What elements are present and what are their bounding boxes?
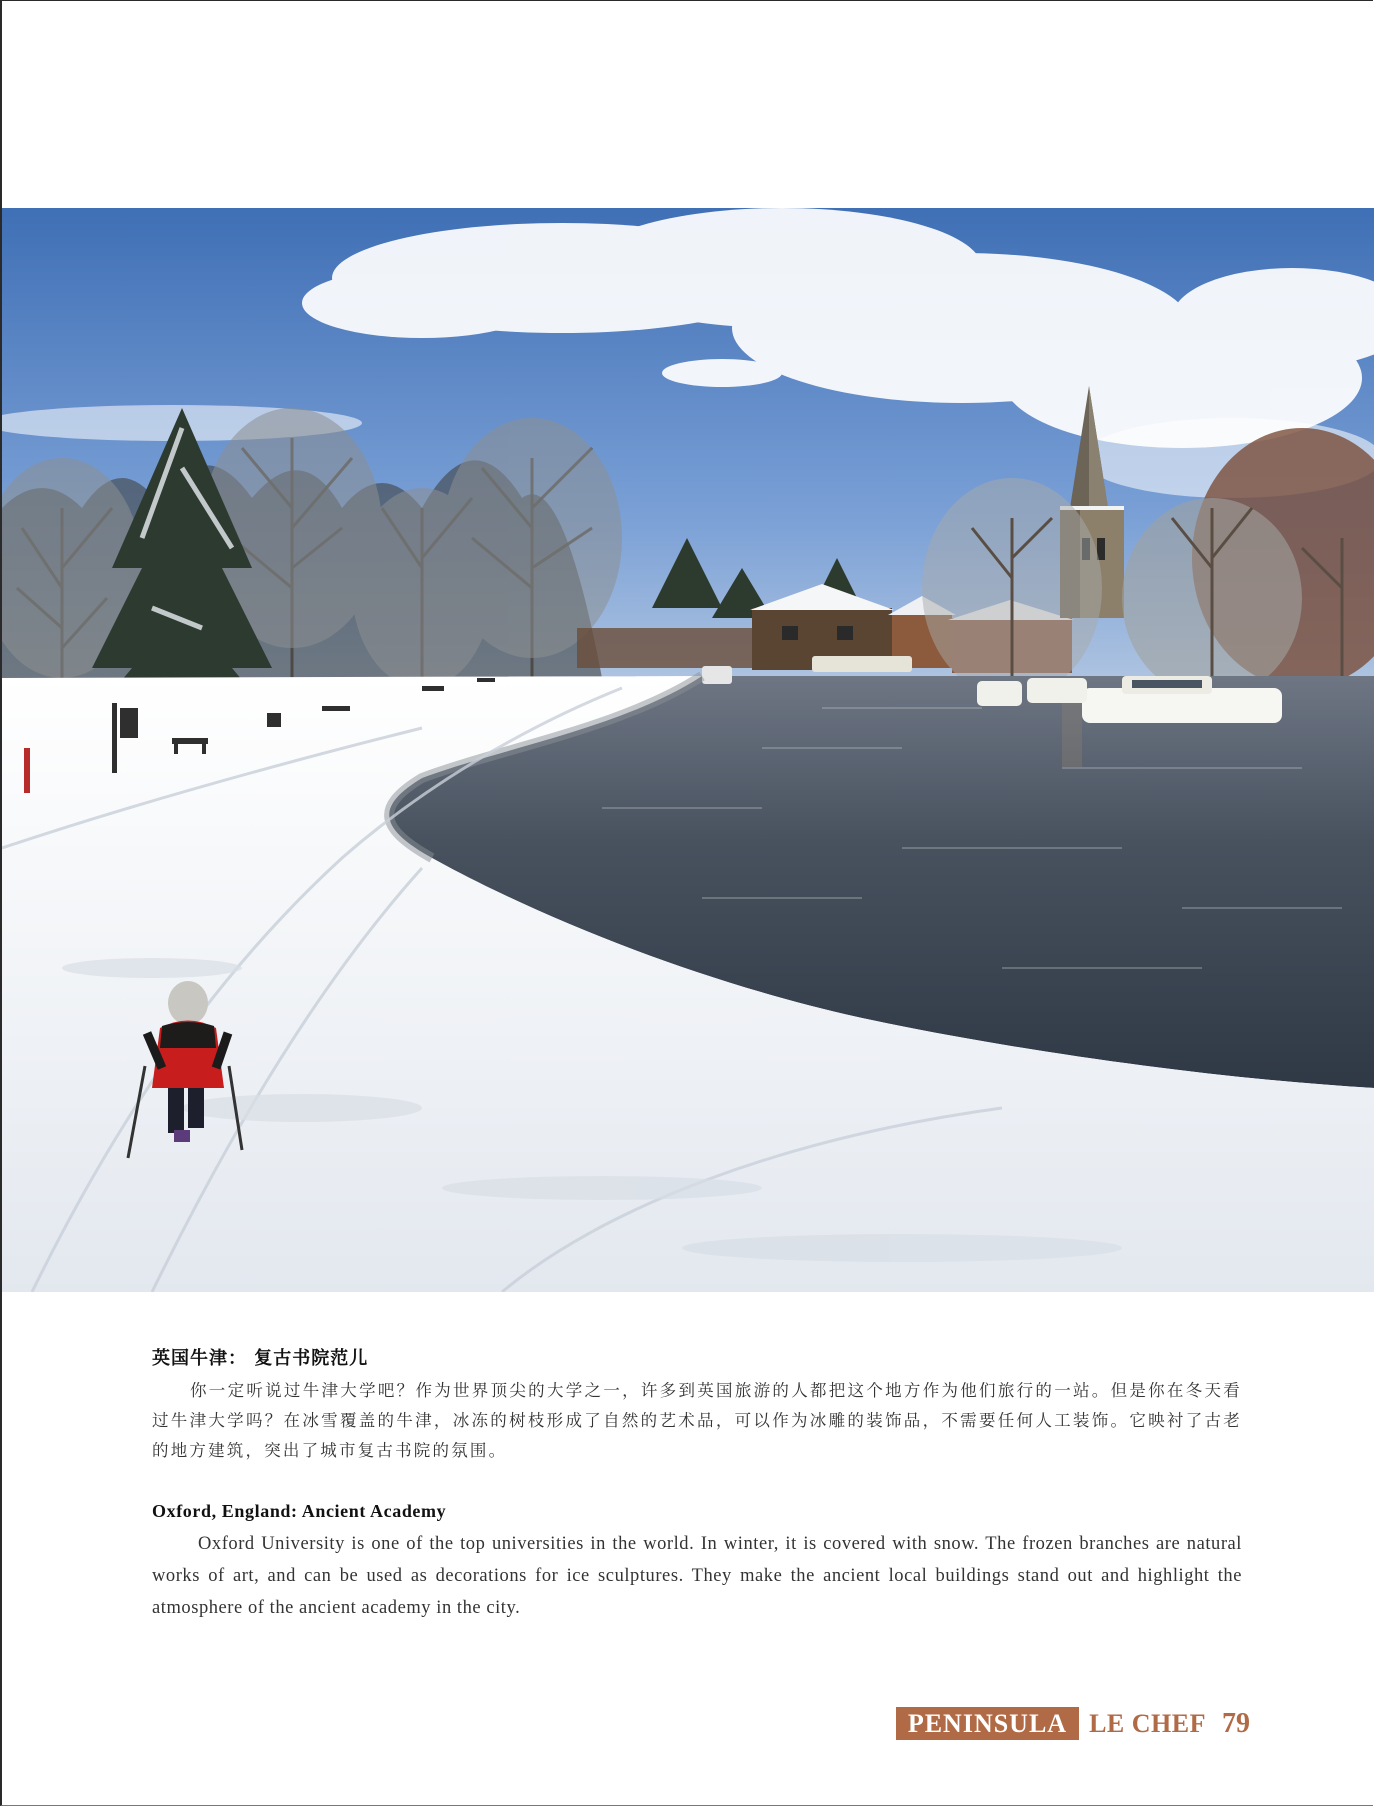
article-body-chinese: 你一定听说过牛津大学吧？作为世界顶尖的大学之一，许多到英国旅游的人都把这个地方作为他们旅行的一站。但是你在冬天看过牛津大学吗？在冰雪覆盖的牛津，冰冻的树枝形成了自然的艺术品，可以作为冰雕的装饰品，不需要任何人工装饰。它映衬了古老的地方建筑，突出了城市复古书院的氛围。 — [152, 1381, 1242, 1460]
article-title-english: Oxford, England: Ancient Academy — [152, 1501, 447, 1521]
page-number: 79 — [1222, 1707, 1250, 1739]
article-title-chinese: 英国牛津： 复古书院范儿 — [152, 1348, 369, 1369]
page-footer — [896, 1707, 1250, 1740]
magazine-section: LE CHEF — [1089, 1708, 1206, 1738]
article-body-english: Oxford University is one of the top universities in the world. In winter, it is covered with snow. The frozen branches are natural works of art, and can be used as decorations for ice sculptures. They make the ancient local buildings stand out and highlight the atmosphere of the ancient academy in the city. — [152, 1534, 1242, 1618]
magazine-name: PENINSULA — [896, 1707, 1079, 1740]
cover-photo — [2, 208, 1374, 1292]
